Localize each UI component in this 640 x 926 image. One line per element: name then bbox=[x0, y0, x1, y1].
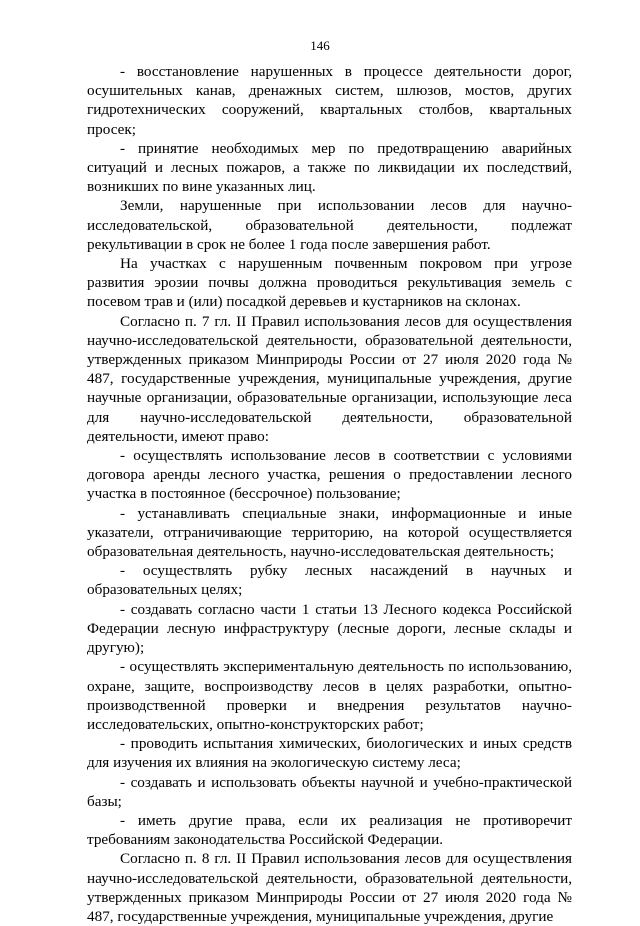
paragraph: - иметь другие права, если их реализация не противоречит требованиям законодательства Российской Федерации. bbox=[87, 811, 572, 849]
paragraph: - осуществлять экспериментальную деятельность по использованию, охране, защите, воспроизводству лесов в целях разработки, опытно-производственной проверки и внедрения результатов научно-исследовательских, опытно-конструкторских работ; bbox=[87, 658, 572, 733]
paragraph: - восстановление нарушенных в процессе деятельности дорог, осушительных канав, дренажных систем, шлюзов, мостов, других гидротехнических сооружений, квартальных столбов, квартальных просек; bbox=[87, 63, 572, 138]
paragraph: Земли, нарушенные при использовании лесов для научно-исследовательской, образовательной деятельности, подлежат рекультивации в срок не более 1 года после завершения работ. bbox=[87, 197, 572, 253]
paragraph: На участках с нарушенным почвенным покровом при угрозе развития эрозии почвы должна проводиться рекультивация земель с посевом трав и (или) посадкой деревьев и кустарников на склонах. bbox=[87, 255, 572, 311]
paragraph: Согласно п. 7 гл. II Правил использования лесов для осуществления научно-исследовательской деятельности, образовательной деятельности, утвержденных приказом Минприроды России от 27 июля 2020 года № 487, государственные учреждения, муниципальные учреждения, другие научные организации, образовательные организации, использующие леса для научно-исследовательской деятельности, образовательной деятельности, имеют право: bbox=[87, 312, 572, 445]
paragraph: - создавать и использовать объекты научной и учебно-практической базы; bbox=[87, 773, 572, 810]
paragraph: - осуществлять рубку лесных насаждений в научных и образовательных целях; bbox=[87, 562, 572, 599]
paragraph: Согласно п. 8 гл. II Правил использования лесов для осуществления научно-исследовательской деятельности, образовательной деятельности, утвержденных приказом Минприроды России от 27 июля 2020 года № 487, государственные учреждения, муниципальные учреждения, другие bbox=[87, 850, 572, 925]
paragraph: - осуществлять использование лесов в соответствии с условиями договора аренды лесного участка, решения о предоставлении лесного участка в постоянное (бессрочное) пользование; bbox=[87, 447, 572, 503]
page-number: 146 bbox=[310, 38, 330, 53]
paragraph: - принятие необходимых мер по предотвращению аварийных ситуаций и лесных пожаров, а также по ликвидации их последствий, возникших по вине указанных лиц. bbox=[87, 139, 572, 196]
paragraph: - устанавливать специальные знаки, информационные и иные указатели, отграничивающие территорию, на которой осуществляется образовательная деятельность, научно-исследовательская деятельность; bbox=[87, 504, 572, 561]
paragraph: - проводить испытания химических, биологических и иных средств для изучения их влияния на экологическую систему леса; bbox=[87, 735, 572, 772]
paragraph: - создавать согласно части 1 статьи 13 Лесного кодекса Российской Федерации лесную инфраструктуру (лесные дороги, лесные склады и другую); bbox=[87, 600, 572, 657]
document-body bbox=[87, 62, 572, 926]
